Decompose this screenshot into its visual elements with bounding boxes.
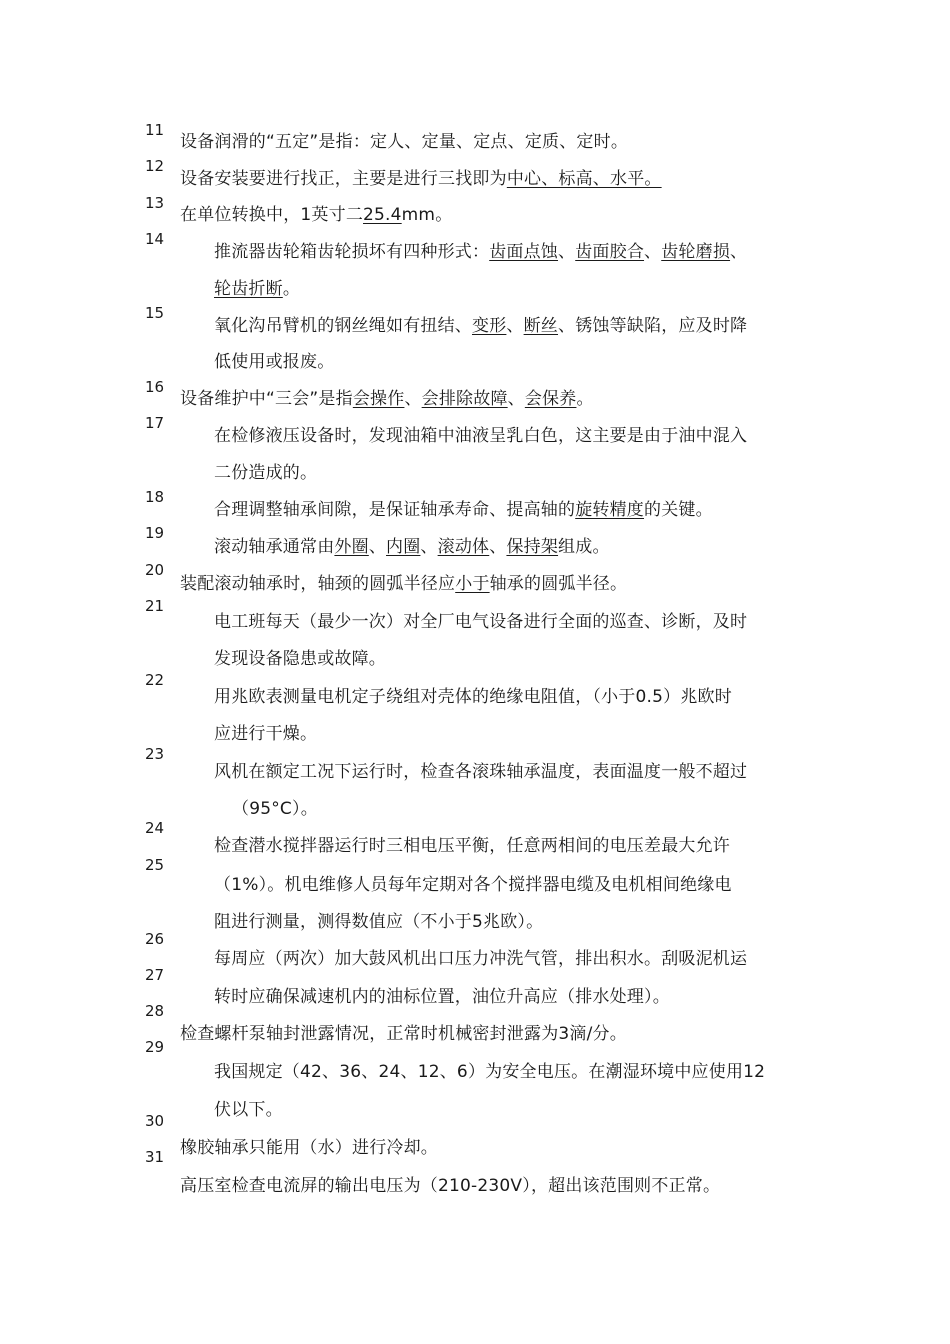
- answer-underlined: 断丝: [523, 316, 559, 336]
- answer-underlined: 小于: [455, 574, 490, 594]
- item-number: 18: [145, 488, 165, 506]
- text-line: [214, 760, 747, 784]
- text-segment: 二份造成的。: [214, 463, 318, 483]
- text-line: [180, 167, 662, 191]
- text-line: [214, 424, 747, 448]
- text-line: [214, 498, 713, 522]
- text-segment: 高压室检查电流屏的输出电压为（210-230V），超出该范围则不正常。: [180, 1176, 721, 1196]
- item-number: 28: [145, 1002, 165, 1020]
- text-line: [180, 1136, 438, 1160]
- item-number: 16: [145, 378, 165, 396]
- text-line: [214, 461, 317, 485]
- text-line: [214, 1060, 765, 1084]
- answer-underlined: 25.4: [363, 205, 402, 225]
- text-segment: 、: [420, 537, 438, 557]
- item-number: 23: [145, 745, 165, 763]
- text-segment: 。: [576, 389, 594, 409]
- text-segment: 每周应（两次）加大鼓风机出口压力冲洗气管，排出积水。刮吸泥机运: [214, 949, 748, 969]
- item-number: 31: [145, 1148, 165, 1166]
- answer-underlined: 齿轮磨损: [661, 242, 731, 262]
- text-segment: 检查螺杆泵轴封泄露情况，正常时机械密封泄露为3滴/分。: [180, 1024, 627, 1044]
- item-number: 26: [145, 930, 165, 948]
- answer-underlined: 旋转精度: [575, 500, 645, 520]
- text-segment: 、: [730, 242, 748, 262]
- text-segment: （95°C）。: [232, 799, 318, 819]
- item-number: 27: [145, 966, 165, 984]
- text-segment: 检查潜水搅拌器运行时三相电压平衡，任意两相间的电压差最大允许: [214, 836, 730, 856]
- item-number: 30: [145, 1112, 165, 1130]
- text-segment: 、锈蚀等缺陷，应及时降: [558, 316, 748, 336]
- text-line: [180, 1174, 720, 1198]
- text-line: [214, 1098, 283, 1122]
- text-line: [214, 985, 670, 1009]
- text-segment: 设备安装要进行找正，主要是进行三找即为: [180, 169, 507, 189]
- text-line: [180, 572, 627, 596]
- text-segment: 伏以下。: [214, 1100, 283, 1120]
- item-number: 25: [145, 856, 165, 874]
- item-number: 21: [145, 597, 165, 615]
- text-line: [214, 314, 747, 338]
- text-line: [214, 350, 334, 374]
- answer-underlined: 外圈: [334, 537, 369, 557]
- text-segment: 、: [489, 537, 507, 557]
- text-segment: 设备维护中“三会”是指: [180, 389, 353, 409]
- text-segment: 橡胶轴承只能用（水）进行冷却。: [180, 1138, 438, 1158]
- text-segment: 电工班每天（最少一次）对全厂电气设备进行全面的巡查、诊断，及时: [214, 612, 748, 632]
- text-line: [214, 277, 300, 301]
- text-segment: 。: [282, 279, 301, 299]
- item-number: 20: [145, 561, 165, 579]
- text-line: [214, 685, 732, 709]
- text-segment: 滚动轴承通常由: [214, 537, 335, 557]
- text-line: [232, 797, 318, 821]
- answer-underlined: 变形: [472, 316, 507, 336]
- answer-underlined: 滚动体: [437, 537, 490, 557]
- text-segment: 我国规定（42、36、24、12、6）为安全电压。在潮湿环境中应使用12: [214, 1062, 766, 1082]
- answer-underlined: 内圈: [386, 537, 421, 557]
- answer-underlined: 齿面点蚀: [489, 242, 559, 262]
- answer-underlined: 保持架: [506, 537, 559, 557]
- item-number: 12: [145, 157, 165, 175]
- text-line: [214, 947, 747, 971]
- text-segment: 用兆欧表测量电机定子绕组对壳体的绝缘电阻值，（小于0.5）兆欧时: [214, 687, 732, 707]
- text-segment: 、: [644, 242, 662, 262]
- item-number: 29: [145, 1038, 165, 1056]
- text-segment: 的关键。: [644, 500, 713, 520]
- answer-underlined: 轮齿折断: [214, 279, 283, 299]
- item-number: 13: [145, 194, 165, 212]
- text-segment: 合理调整轴承间隙，是保证轴承寿命、提高轴的: [214, 500, 576, 520]
- text-segment: 在单位转换中，1英寸二: [180, 205, 364, 225]
- text-line: [214, 535, 610, 559]
- text-line: [214, 834, 730, 858]
- text-segment: 发现设备隐患或故障。: [214, 649, 386, 669]
- text-segment: 应进行干燥。: [214, 724, 318, 744]
- answer-underlined: 中心、标高、水平。: [506, 169, 662, 189]
- text-segment: 推流器齿轮箱齿轮损坏有四种形式：: [214, 242, 490, 262]
- text-line: [180, 1022, 627, 1046]
- text-segment: 、: [558, 242, 576, 262]
- text-segment: 转时应确保减速机内的油标位置，油位升高应（排水处理）。: [214, 987, 670, 1007]
- answer-underlined: 会操作: [352, 389, 405, 409]
- text-segment: 低使用或报废。: [214, 352, 335, 372]
- text-segment: 轴承的圆弧半径。: [489, 574, 628, 594]
- text-segment: 风机在额定工况下运行时，检查各滚珠轴承温度，表面温度一般不超过: [214, 762, 748, 782]
- text-line: [214, 873, 732, 897]
- text-line: [180, 387, 594, 411]
- item-number: 15: [145, 304, 165, 322]
- item-number: 24: [145, 819, 165, 837]
- item-number: 11: [145, 121, 165, 139]
- text-segment: 装配滚动轴承时，轴颈的圆弧半径应: [180, 574, 456, 594]
- text-segment: mm。: [401, 205, 453, 225]
- text-segment: 设备润滑的“五定”是指：定人、定量、定点、定质、定时。: [180, 132, 629, 152]
- item-number: 17: [145, 414, 165, 432]
- text-line: [214, 722, 317, 746]
- text-segment: 、: [506, 316, 524, 336]
- answer-underlined: 会保养: [524, 389, 577, 409]
- answer-underlined: 会排除故障: [421, 389, 508, 409]
- text-segment: 组成。: [558, 537, 610, 557]
- item-number: 22: [145, 671, 165, 689]
- text-segment: 阻进行测量，测得数值应（不小于5兆欧）。: [214, 912, 544, 932]
- text-segment: 、: [368, 537, 387, 557]
- text-line: [214, 910, 543, 934]
- text-line: [180, 203, 452, 227]
- text-segment: （1%）。机电维修人员每年定期对各个搅拌器电缆及电机相间绝缘电: [214, 875, 732, 895]
- text-line: [214, 610, 747, 634]
- text-segment: 氧化沟吊臂机的钢丝绳如有扭结、: [214, 316, 472, 336]
- text-line: [180, 130, 628, 154]
- text-segment: 在检修液压设备时，发现油箱中油液呈乳白色，这主要是由于油中混入: [214, 426, 748, 446]
- answer-underlined: 齿面胶合: [575, 242, 645, 262]
- text-segment: 、: [404, 389, 422, 409]
- item-number: 14: [145, 230, 165, 248]
- text-line: [214, 647, 386, 671]
- text-segment: 、: [507, 389, 525, 409]
- text-line: [214, 240, 747, 264]
- item-number: 19: [145, 524, 165, 542]
